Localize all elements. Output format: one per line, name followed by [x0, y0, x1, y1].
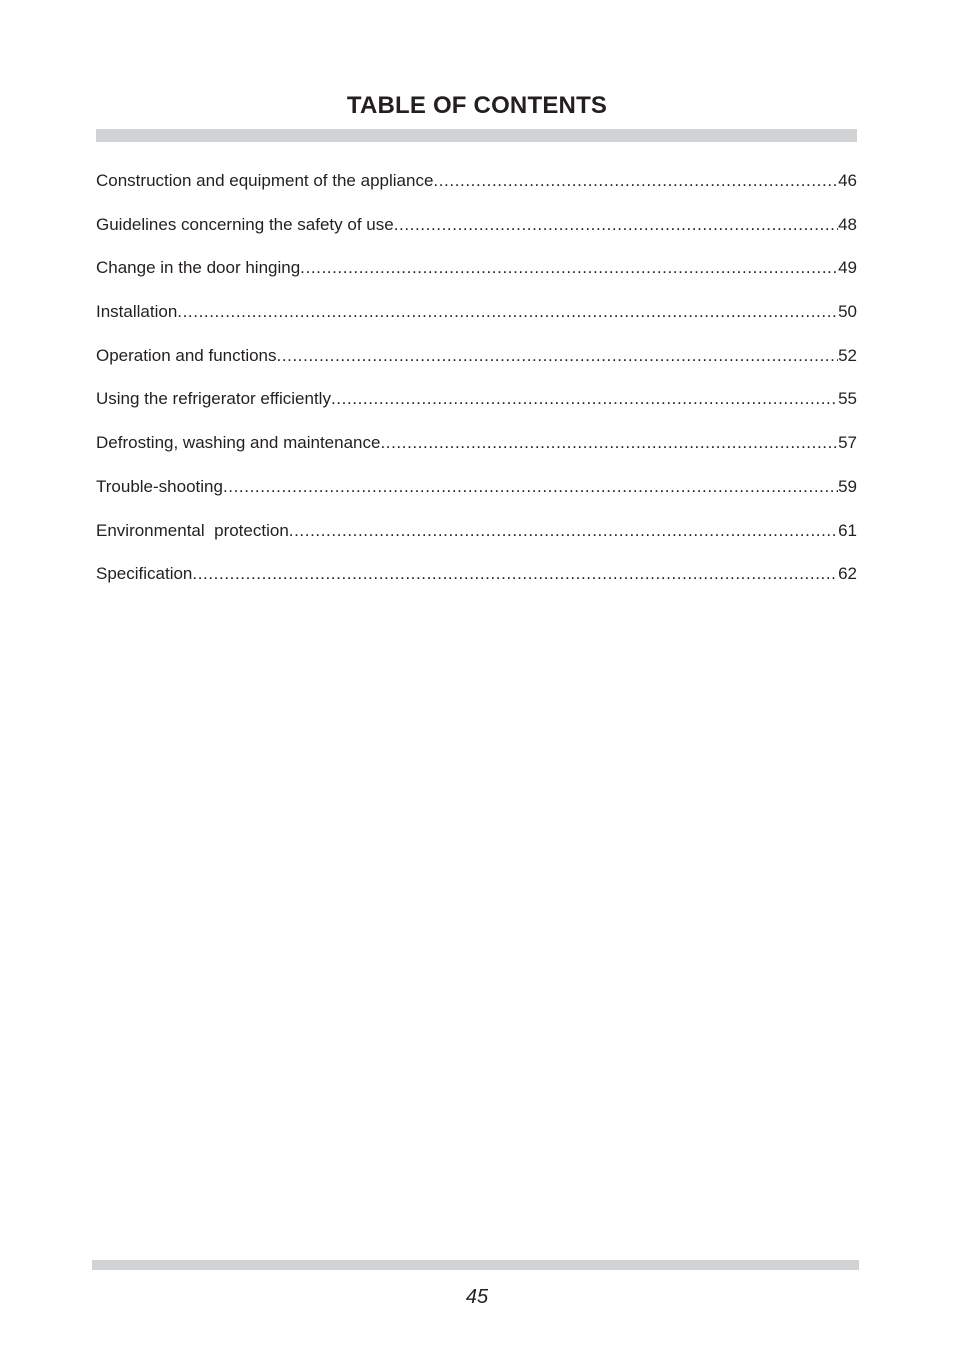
toc-entry-page: 59: [838, 476, 857, 496]
toc-entry-title: Trouble-shooting: [96, 476, 223, 496]
toc-entry-page: 57: [838, 433, 857, 453]
footer-rule: [92, 1260, 859, 1270]
dot-leader: [289, 519, 838, 543]
dot-leader: [331, 387, 838, 411]
toc-entry-title: Specification: [96, 564, 193, 584]
toc-entry-page: 62: [838, 564, 857, 584]
table-of-contents: [96, 169, 857, 606]
dot-leader: [300, 256, 838, 280]
toc-entry[interactable]: [96, 475, 857, 519]
toc-entry-title: Defrosting, washing and maintenance: [96, 433, 381, 453]
toc-entry[interactable]: [96, 562, 857, 606]
toc-entry[interactable]: [96, 213, 857, 257]
toc-entry[interactable]: [96, 431, 857, 475]
header-rule: [96, 129, 857, 142]
toc-entry-title: Operation and functions: [96, 345, 277, 365]
dot-leader: [433, 169, 838, 193]
toc-entry-page: 46: [838, 171, 857, 190]
page-title: TABLE OF CONTENTS: [346, 92, 608, 119]
dot-leader: [380, 431, 838, 455]
toc-entry[interactable]: [96, 519, 857, 563]
dot-leader: [192, 562, 838, 586]
toc-entry[interactable]: [96, 169, 857, 213]
toc-entry-page: 50: [838, 302, 857, 322]
toc-entry[interactable]: [96, 387, 857, 431]
toc-entry-title: Environmental protection: [96, 520, 289, 540]
toc-entry-page: 55: [838, 389, 857, 409]
toc-entry-page: 48: [838, 214, 857, 234]
toc-entry-title: Installation: [96, 302, 178, 322]
dot-leader: [277, 344, 839, 368]
toc-entry-page: 52: [838, 345, 857, 365]
toc-entry[interactable]: [96, 344, 857, 388]
dot-leader: [223, 475, 838, 499]
dot-leader: [394, 213, 838, 237]
toc-entry-page: 49: [838, 258, 857, 278]
toc-entry-title: Guidelines concerning the safety of use: [96, 214, 394, 234]
toc-entry[interactable]: [96, 300, 857, 344]
toc-entry-title: Using the refrigerator efficiently: [96, 389, 331, 409]
toc-entry-title: Change in the door hinging: [96, 258, 301, 278]
dot-leader: [177, 300, 838, 324]
toc-entry[interactable]: [96, 256, 857, 300]
toc-entry-page: 61: [838, 520, 857, 540]
page-number: 45: [465, 1286, 489, 1308]
toc-entry-title: Construction and equipment of the appliance: [96, 171, 434, 190]
